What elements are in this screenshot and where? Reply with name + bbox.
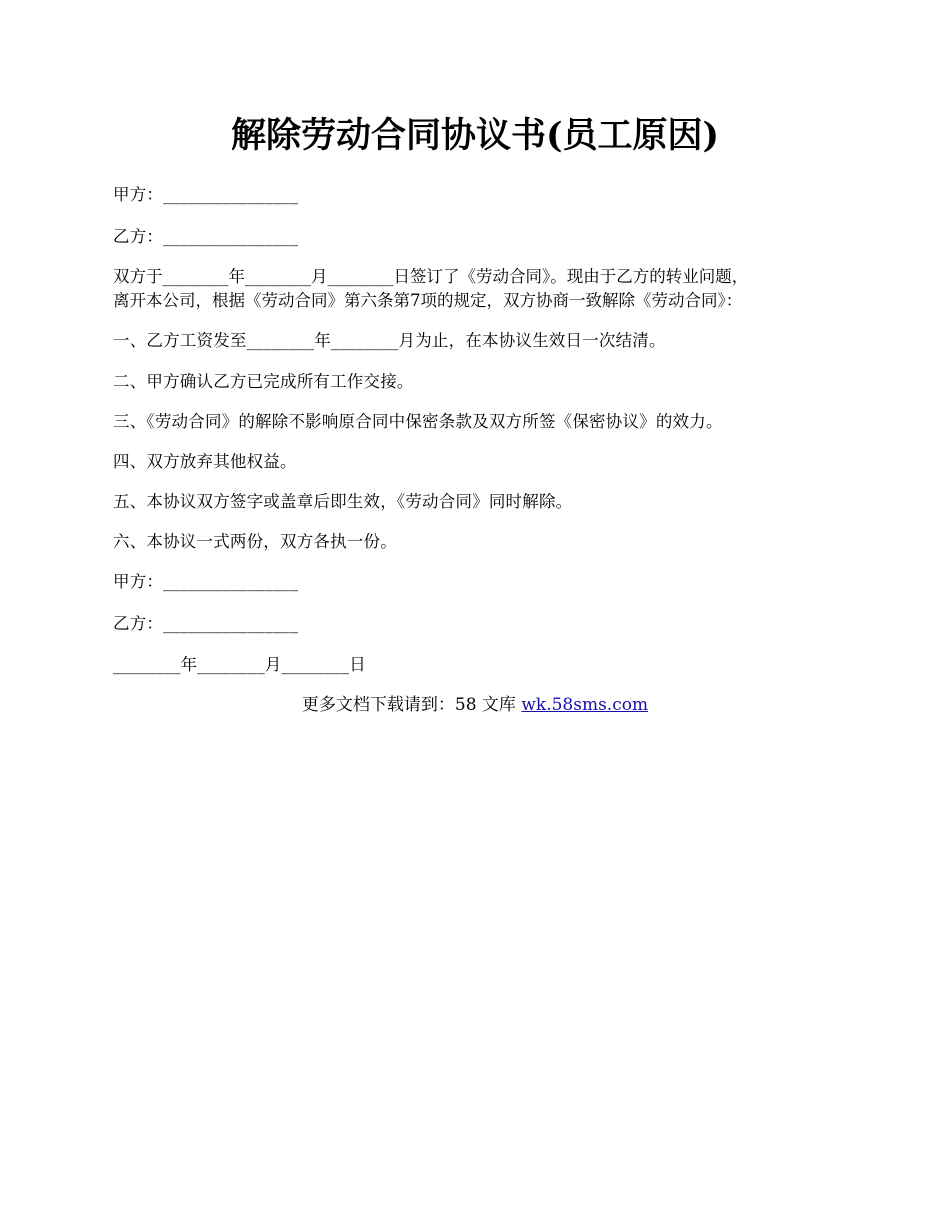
party-b-bottom-signature: 乙方：________________ [113,614,299,633]
clause-3: 三、《劳动合同》的解除不影响原合同中保密条款及双方所签《保密协议》的效力。 [113,412,723,431]
intro-paragraph [113,265,843,313]
intro-line-2: 离开本公司，根据《劳动合同》第六条第7项的规定，双方协商一致解除《劳动合同》： [113,291,743,310]
intro-line-1: 双方于________年________月________日签订了《劳动合同》。现由于乙方的转业问题， [113,267,749,286]
footer-link[interactable]: wk.58sms.com [521,695,649,715]
clause-6: 六、本协议一式两份，双方各执一份。 [113,532,397,551]
party-a-bottom-signature: 甲方：________________ [113,572,299,591]
clause-5: 五、本协议双方签字或盖章后即生效，《劳动合同》同时解除。 [113,492,573,511]
download-footer [0,694,950,716]
document-title: 解除劳动合同协议书(员工原因) [230,115,720,156]
clause-1: 一、乙方工资发至________年________月为止，在本协议生效日一次结清。 [113,331,666,350]
party-b-signature-line: 乙方：________________ [113,227,299,246]
party-a-signature-line: 甲方：________________ [113,185,299,204]
clause-2: 二、甲方确认乙方已完成所有工作交接。 [113,372,414,391]
footer-prefix: 更多文档下载请到：58 文库 [301,695,522,715]
date-line: ________年________月________日 [113,655,366,674]
clause-4: 四、双方放弃其他权益。 [113,452,297,471]
